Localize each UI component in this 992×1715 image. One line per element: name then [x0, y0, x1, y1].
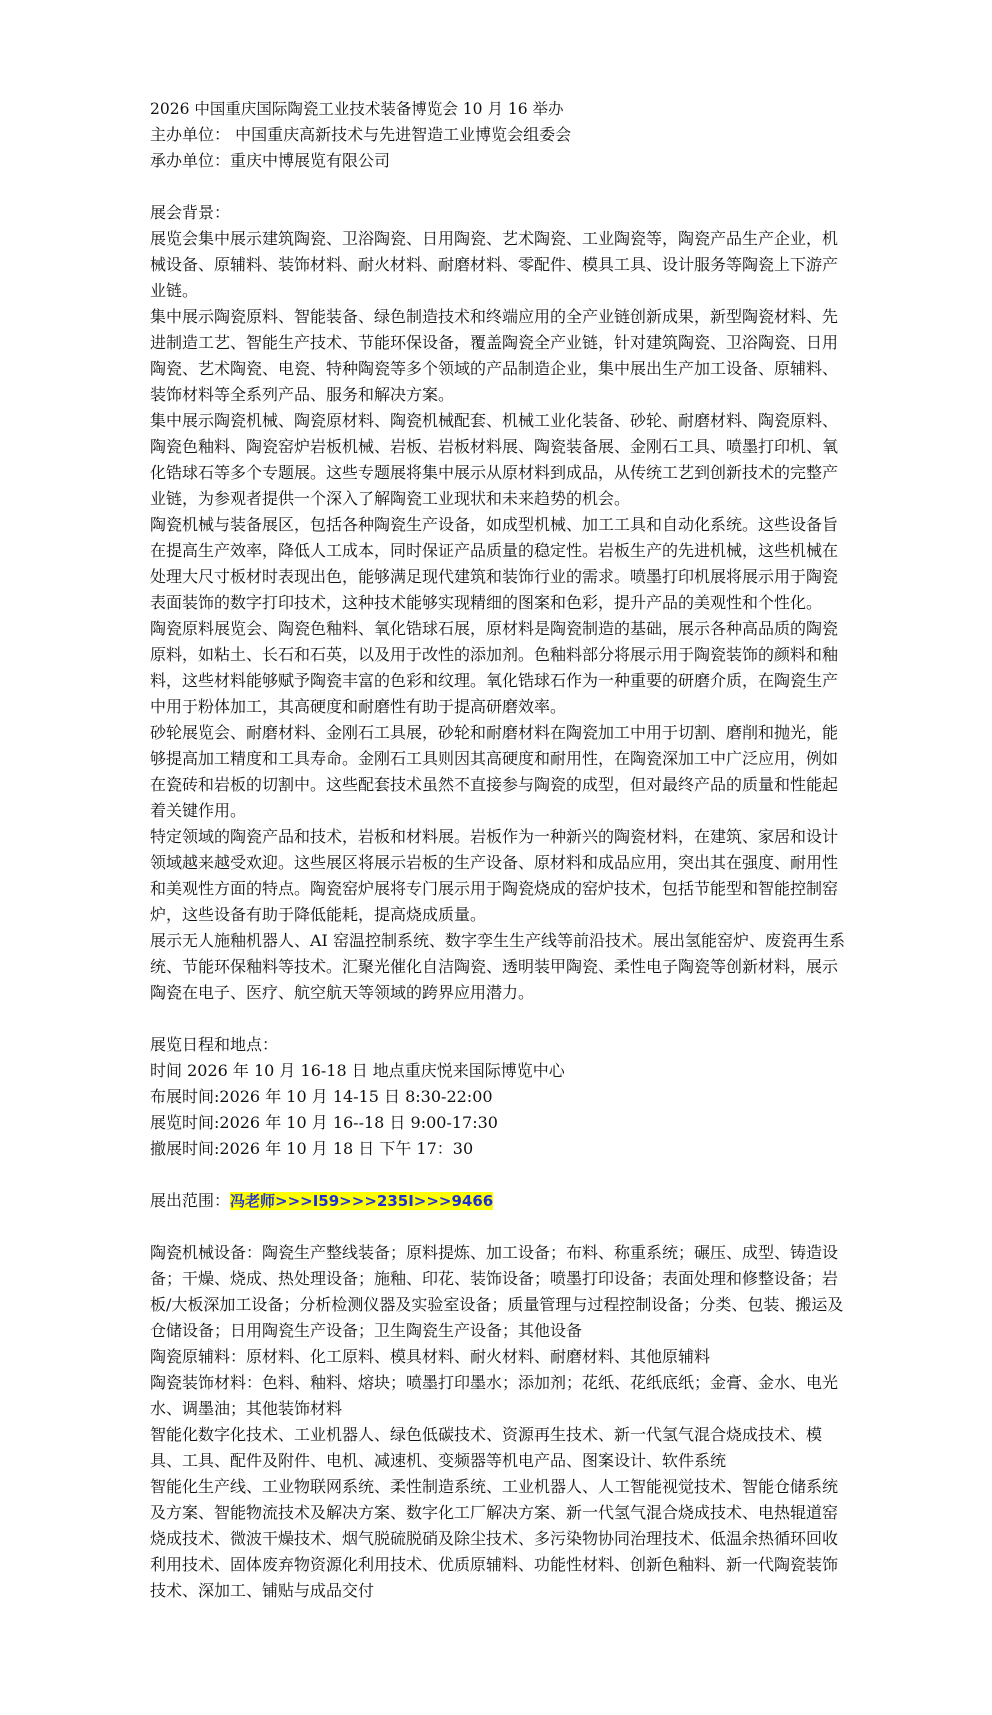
- background-paragraph: 陶瓷机械与装备展区，包括各种陶瓷生产设备，如成型机械、加工工具和自动化系统。这些设备旨在提高生产效率，降低人工成本，同时保证产品质量的稳定性。岩板生产的先进机械，这些机械在处理大尺寸板材时表现出色，能够满足现代建筑和装饰行业的需求。喷墨打印机展将展示用于陶瓷表面装饰的数字打印技术，这种技术能够实现精细的图案和色彩，提升产品的美观性和个性化。: [150, 515, 839, 612]
- spacer: [150, 1162, 850, 1188]
- spacer: [150, 1006, 850, 1032]
- background-paragraph: 集中展示陶瓷原料、智能装备、绿色制造技术和终端应用的全产业链创新成果，新型陶瓷材料、先进制造工艺、智能生产技术、节能环保设备，覆盖陶瓷全产业链，针对建筑陶瓷、卫浴陶瓷、日用陶瓷、艺术陶瓷、电瓷、特种陶瓷等多个领域的产品制造企业，集中展出生产加工设备、原辅料、装饰材料等全系列产品、服务和解决方案。: [150, 307, 839, 404]
- organizer-line: 主办单位： 中国重庆高新技术与先进智造工业博览会组委会: [150, 125, 572, 144]
- schedule-heading: 展览日程和地点：: [150, 1035, 279, 1054]
- background-paragraph: 陶瓷原料展览会、陶瓷色釉料、氧化锆球石展，原材料是陶瓷制造的基础，展示各种高品质的陶瓷原料，如粘土、长石和石英，以及用于改性的添加剂。色釉料部分将展示用于陶瓷装饰的颜料和釉料，这些材料能够赋予陶瓷丰富的色彩和纹理。氧化锆球石作为一种重要的研磨介质，在陶瓷生产中用于粉体加工，其高硬度和耐磨性有助于提高研磨效率。: [150, 619, 839, 716]
- exhibition-title: 2026 中国重庆国际陶瓷工业技术装备博览会 10 月 16 举办: [150, 100, 564, 118]
- spacer: [150, 1214, 850, 1240]
- background-heading: 展会背景：: [150, 203, 231, 222]
- background-paragraph: 集中展示陶瓷机械、陶瓷原材料、陶瓷机械配套、机械工业化装备、砂轮、耐磨材料、陶瓷原料、陶瓷色釉料、陶瓷窑炉岩板机械、岩板、岩板材料展、陶瓷装备展、金刚石工具、喷墨打印机、氧化锆球石等多个专题展。这些专题展将集中展示从原材料到成品，从传统工艺到创新技术的完整产业链，为参观者提供一个深入了解陶瓷工业现状和未来趋势的机会。: [150, 411, 839, 508]
- scope-heading-line: [150, 1188, 850, 1214]
- schedule-line-exhibition: 展览时间:2026 年 10 月 16--18 日 9:00-17:30: [150, 1113, 498, 1132]
- undertaker-line: 承办单位：重庆中博展览有限公司: [150, 151, 391, 170]
- background-paragraph: 展览会集中展示建筑陶瓷、卫浴陶瓷、日用陶瓷、艺术陶瓷、工业陶瓷等，陶瓷产品生产企业，机械设备、原辅料、装饰材料、耐火材料、耐磨材料、零配件、模具工具、设计服务等陶瓷上下游产业链。: [150, 229, 839, 300]
- background-paragraph: 特定领域的陶瓷产品和技术，岩板和材料展。岩板作为一种新兴的陶瓷材料，在建筑、家居和设计领域越来越受欢迎。这些展区将展示岩板的生产设备、原材料和成品应用，突出其在强度、耐用性和美观性方面的特点。陶瓷窑炉展将专门展示用于陶瓷烧成的窑炉技术，包括节能型和智能控制窑炉，这些设备有助于降低能耗，提高烧成质量。: [150, 827, 839, 924]
- contact-highlight: 冯老师>>>I59>>>235I>>>9466: [230, 1192, 494, 1210]
- scope-paragraph: 陶瓷装饰材料：色料、釉料、熔块；喷墨打印墨水；添加剂；花纸、花纸底纸；金膏、金水、电光水、调墨油；其他装饰材料: [150, 1373, 839, 1418]
- background-paragraph: 展示无人施釉机器人、AI 窑温控制系统、数字孪生生产线等前沿技术。展出氢能窑炉、废瓷再生系统、节能环保釉料等技术。汇聚光催化自洁陶瓷、透明装甲陶瓷、柔性电子陶瓷等创新材料，展示陶瓷在电子、医疗、航空航天等领域的跨界应用潜力。: [150, 931, 845, 1002]
- spacer: [150, 174, 850, 200]
- schedule-line-dates: 时间 2026 年 10 月 16-18 日 地点重庆悦来国际博览中心: [150, 1061, 565, 1080]
- document-page: [150, 96, 850, 1604]
- scope-paragraph: 陶瓷机械设备：陶瓷生产整线装备；原料提炼、加工设备；布料、称重系统；碾压、成型、铸造设备；干燥、烧成、热处理设备；施釉、印花、装饰设备；喷墨打印设备；表面处理和修整设备；岩板/大板深加工设备；分析检测仪器及实验室设备；质量管理与过程控制设备；分类、包装、搬运及仓储设备；日用陶瓷生产设备；卫生陶瓷生产设备；其他设备: [150, 1243, 844, 1340]
- schedule-line-teardown: 撤展时间:2026 年 10 月 18 日 下午 17：30: [150, 1139, 474, 1158]
- scope-heading: 展出范围：: [150, 1191, 231, 1210]
- scope-paragraph: 智能化生产线、工业物联网系统、柔性制造系统、工业机器人、人工智能视觉技术、智能仓储系统及方案、智能物流技术及解决方案、数字化工厂解决方案、新一代氢气混合烧成技术、电热辊道窑烧成技术、微波干燥技术、烟气脱硫脱硝及除尘技术、多污染物协同治理技术、低温余热循环回收利用技术、固体废弃物资源化利用技术、优质原辅料、功能性材料、创新色釉料、新一代陶瓷装饰技术、深加工、铺贴与成品交付: [150, 1477, 839, 1600]
- background-paragraph: 砂轮展览会、耐磨材料、金刚石工具展，砂轮和耐磨材料在陶瓷加工中用于切割、磨削和抛光，能够提高加工精度和工具寿命。金刚石工具则因其高硬度和耐用性，在陶瓷深加工中广泛应用，例如在瓷砖和岩板的切割中。这些配套技术虽然不直接参与陶瓷的成型，但对最终产品的质量和性能起着关键作用。: [150, 723, 839, 820]
- scope-paragraph: 智能化数字化技术、工业机器人、绿色低碳技术、资源再生技术、新一代氢气混合烧成技术、模具、工具、配件及附件、电机、减速机、变频器等机电产品、图案设计、软件系统: [150, 1425, 823, 1470]
- schedule-line-setup: 布展时间:2026 年 10 月 14-15 日 8:30-22:00: [150, 1087, 493, 1106]
- scope-paragraph: 陶瓷原辅料：原材料、化工原料、模具材料、耐火材料、耐磨材料、其他原辅料: [150, 1347, 711, 1366]
